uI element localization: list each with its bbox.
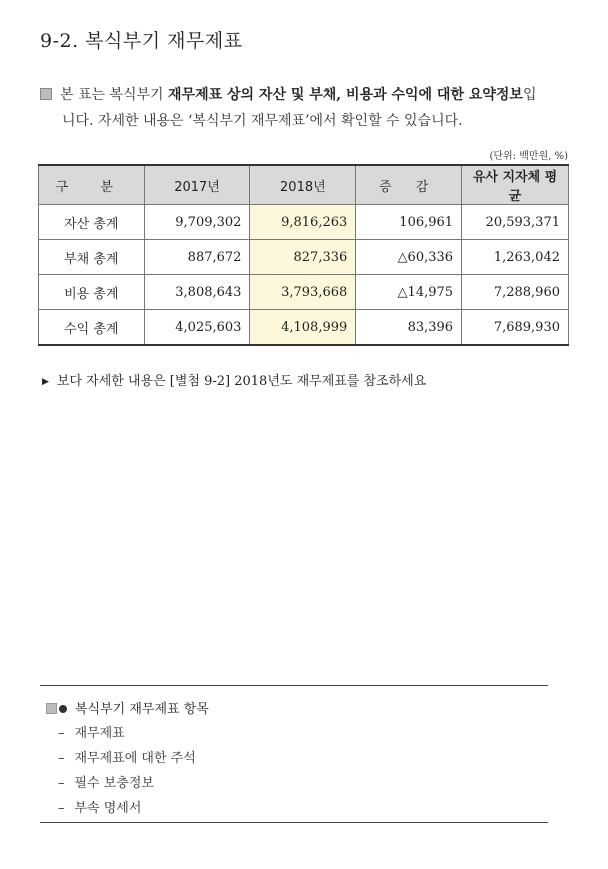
cell-avg: 1,263,042: [462, 240, 569, 275]
table-header-row: [39, 165, 569, 205]
page-title: 9-2. 복식부기 재무제표: [40, 30, 243, 52]
row-label: 수익 총계: [39, 310, 145, 346]
list-item-text: 재무제표: [74, 726, 125, 741]
intro-text-part2: 입: [522, 87, 537, 103]
cell-2018: 9,816,263: [250, 205, 356, 240]
cell-avg: 7,288,960: [462, 275, 569, 310]
dot-bullet-icon: [59, 705, 67, 713]
list-item: [58, 771, 196, 796]
items-box-title: 복식부기 재무제표 항목: [75, 702, 209, 717]
intro-text-bold: 재무제표 상의 자산 및 부채, 비용과 수익에 대한 요약정보: [168, 87, 523, 103]
header-change: 증 감: [356, 165, 462, 205]
square-bullet-icon: [46, 703, 57, 714]
cell-avg: 20,593,371: [462, 205, 569, 240]
list-item-text: 재무제표에 대한 주석: [74, 751, 196, 766]
cell-2017: 3,808,643: [144, 275, 250, 310]
header-similar-avg: 유사 지자체 평균: [462, 165, 569, 205]
cell-2018: 827,336: [250, 240, 356, 275]
dash-icon: –: [58, 726, 65, 741]
cell-change: 83,396: [356, 310, 462, 346]
cell-2018: 3,793,668: [250, 275, 356, 310]
cell-change: △60,336: [356, 240, 462, 275]
cell-2017: 4,025,603: [144, 310, 250, 346]
intro-text-part1: 본 표는 복식부기: [60, 87, 169, 103]
list-item: [58, 721, 196, 746]
header-division: 구 분: [39, 165, 145, 205]
list-item-text: 부속 명세서: [74, 801, 142, 816]
items-list: [58, 721, 196, 821]
list-item-text: 필수 보충정보: [74, 776, 154, 791]
header-2018: 2018년: [250, 165, 356, 205]
unit-note: (단위: 백만원, %): [489, 151, 568, 162]
row-label: 부채 총계: [39, 240, 145, 275]
table-row: [39, 205, 569, 240]
bullet-square-icon: [40, 88, 52, 100]
cell-change: 106,961: [356, 205, 462, 240]
reference-note: [42, 370, 426, 389]
items-box: [40, 685, 548, 823]
dash-icon: –: [58, 801, 65, 816]
row-label: 자산 총계: [39, 205, 145, 240]
table-row: [39, 240, 569, 275]
dash-icon: –: [58, 776, 65, 791]
cell-2018: 4,108,999: [250, 310, 356, 346]
list-item: [58, 746, 196, 771]
financial-summary-table: [38, 164, 569, 346]
table-row: [39, 310, 569, 346]
intro-paragraph: [40, 82, 580, 134]
row-label: 비용 총계: [39, 275, 145, 310]
reference-note-text: 보다 자세한 내용은 [별첨 9-2] 2018년도 재무제표를 참조하세요: [56, 374, 427, 389]
triangle-right-icon: ▶: [42, 377, 49, 387]
cell-avg: 7,689,930: [462, 310, 569, 346]
cell-2017: 887,672: [144, 240, 250, 275]
intro-text-line2: 니다. 자세한 내용은 ‘복식부기 재무제표’에서 확인할 수 있습니다.: [62, 113, 463, 129]
cell-2017: 9,709,302: [144, 205, 250, 240]
table-row: [39, 275, 569, 310]
list-item: [58, 796, 196, 821]
header-2017: 2017년: [144, 165, 250, 205]
cell-change: △14,975: [356, 275, 462, 310]
items-box-heading: [46, 698, 209, 717]
dash-icon: –: [58, 751, 65, 766]
